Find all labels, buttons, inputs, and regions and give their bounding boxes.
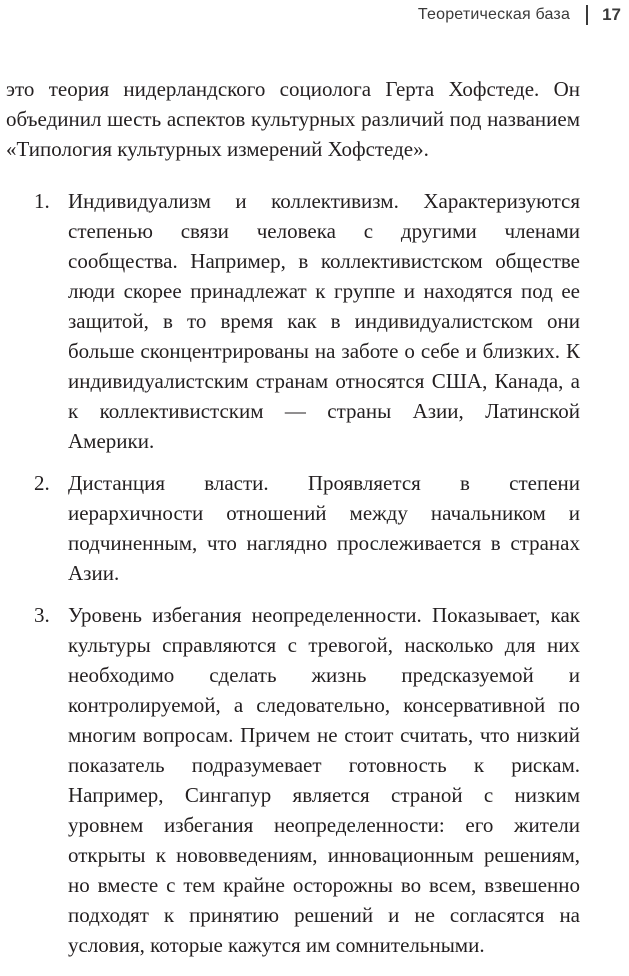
page-body [6, 74, 580, 972]
list-item-number-box [6, 468, 68, 588]
page-number: 17 [602, 5, 621, 24]
list-item-text: Уровень избегания неопределенности. Показывает, как культуры справляются с тревогой, насколько для них необходимо сделать жизнь предсказуемой и контролируемой, а следовательно, консервативной по многим вопросам. Причем не стоит считать, что низкий показатель подразумевает готовность к рискам. Например, Сингапур является страной с низким уровнем избегания неопределенности: его жители открыты к нововведениям, инновационным решениям, но вместе с тем крайне осторожны во всем, взвешенно подходят к принятию решений и не согласятся на условия, которые кажутся им сомнительными. [68, 603, 580, 957]
list-item [6, 600, 580, 960]
list-item-number: 2. [34, 471, 50, 495]
list-item-number-box [6, 186, 68, 456]
header-divider [586, 5, 588, 25]
intro-paragraph: это теория нидерландского социолога Герта Хофстеде. Он объединил шесть аспектов культурных различий под названием «Типология культурных измерений Хофстеде». [6, 77, 580, 161]
list-item-text: Дистанция власти. Проявляется в степени иерархичности отношений между начальником и подчиненным, что наглядно прослеживается в странах Азии. [68, 471, 580, 585]
list-item [6, 186, 580, 456]
running-header [418, 0, 629, 30]
list-item-text: Индивидуализм и коллективизм. Характеризуются степенью связи человека с другими членами сообщества. Например, в коллективистском обществе люди скорее принадлежат к группе и находятся под ее защитой, в то время как в индивидуалистском они больше сконцентрированы на заботе о себе и близких. К индивидуалистским странам относятся США, Канада, а к коллективистским — страны Азии, Латинской Америки. [68, 189, 580, 453]
list-item-number: 3. [34, 603, 50, 627]
list-item-number: 1. [34, 189, 50, 213]
section-title: Теоретическая база [417, 6, 571, 23]
list-item-number-box [6, 600, 68, 960]
numbered-list [6, 186, 580, 960]
list-item [6, 468, 580, 588]
